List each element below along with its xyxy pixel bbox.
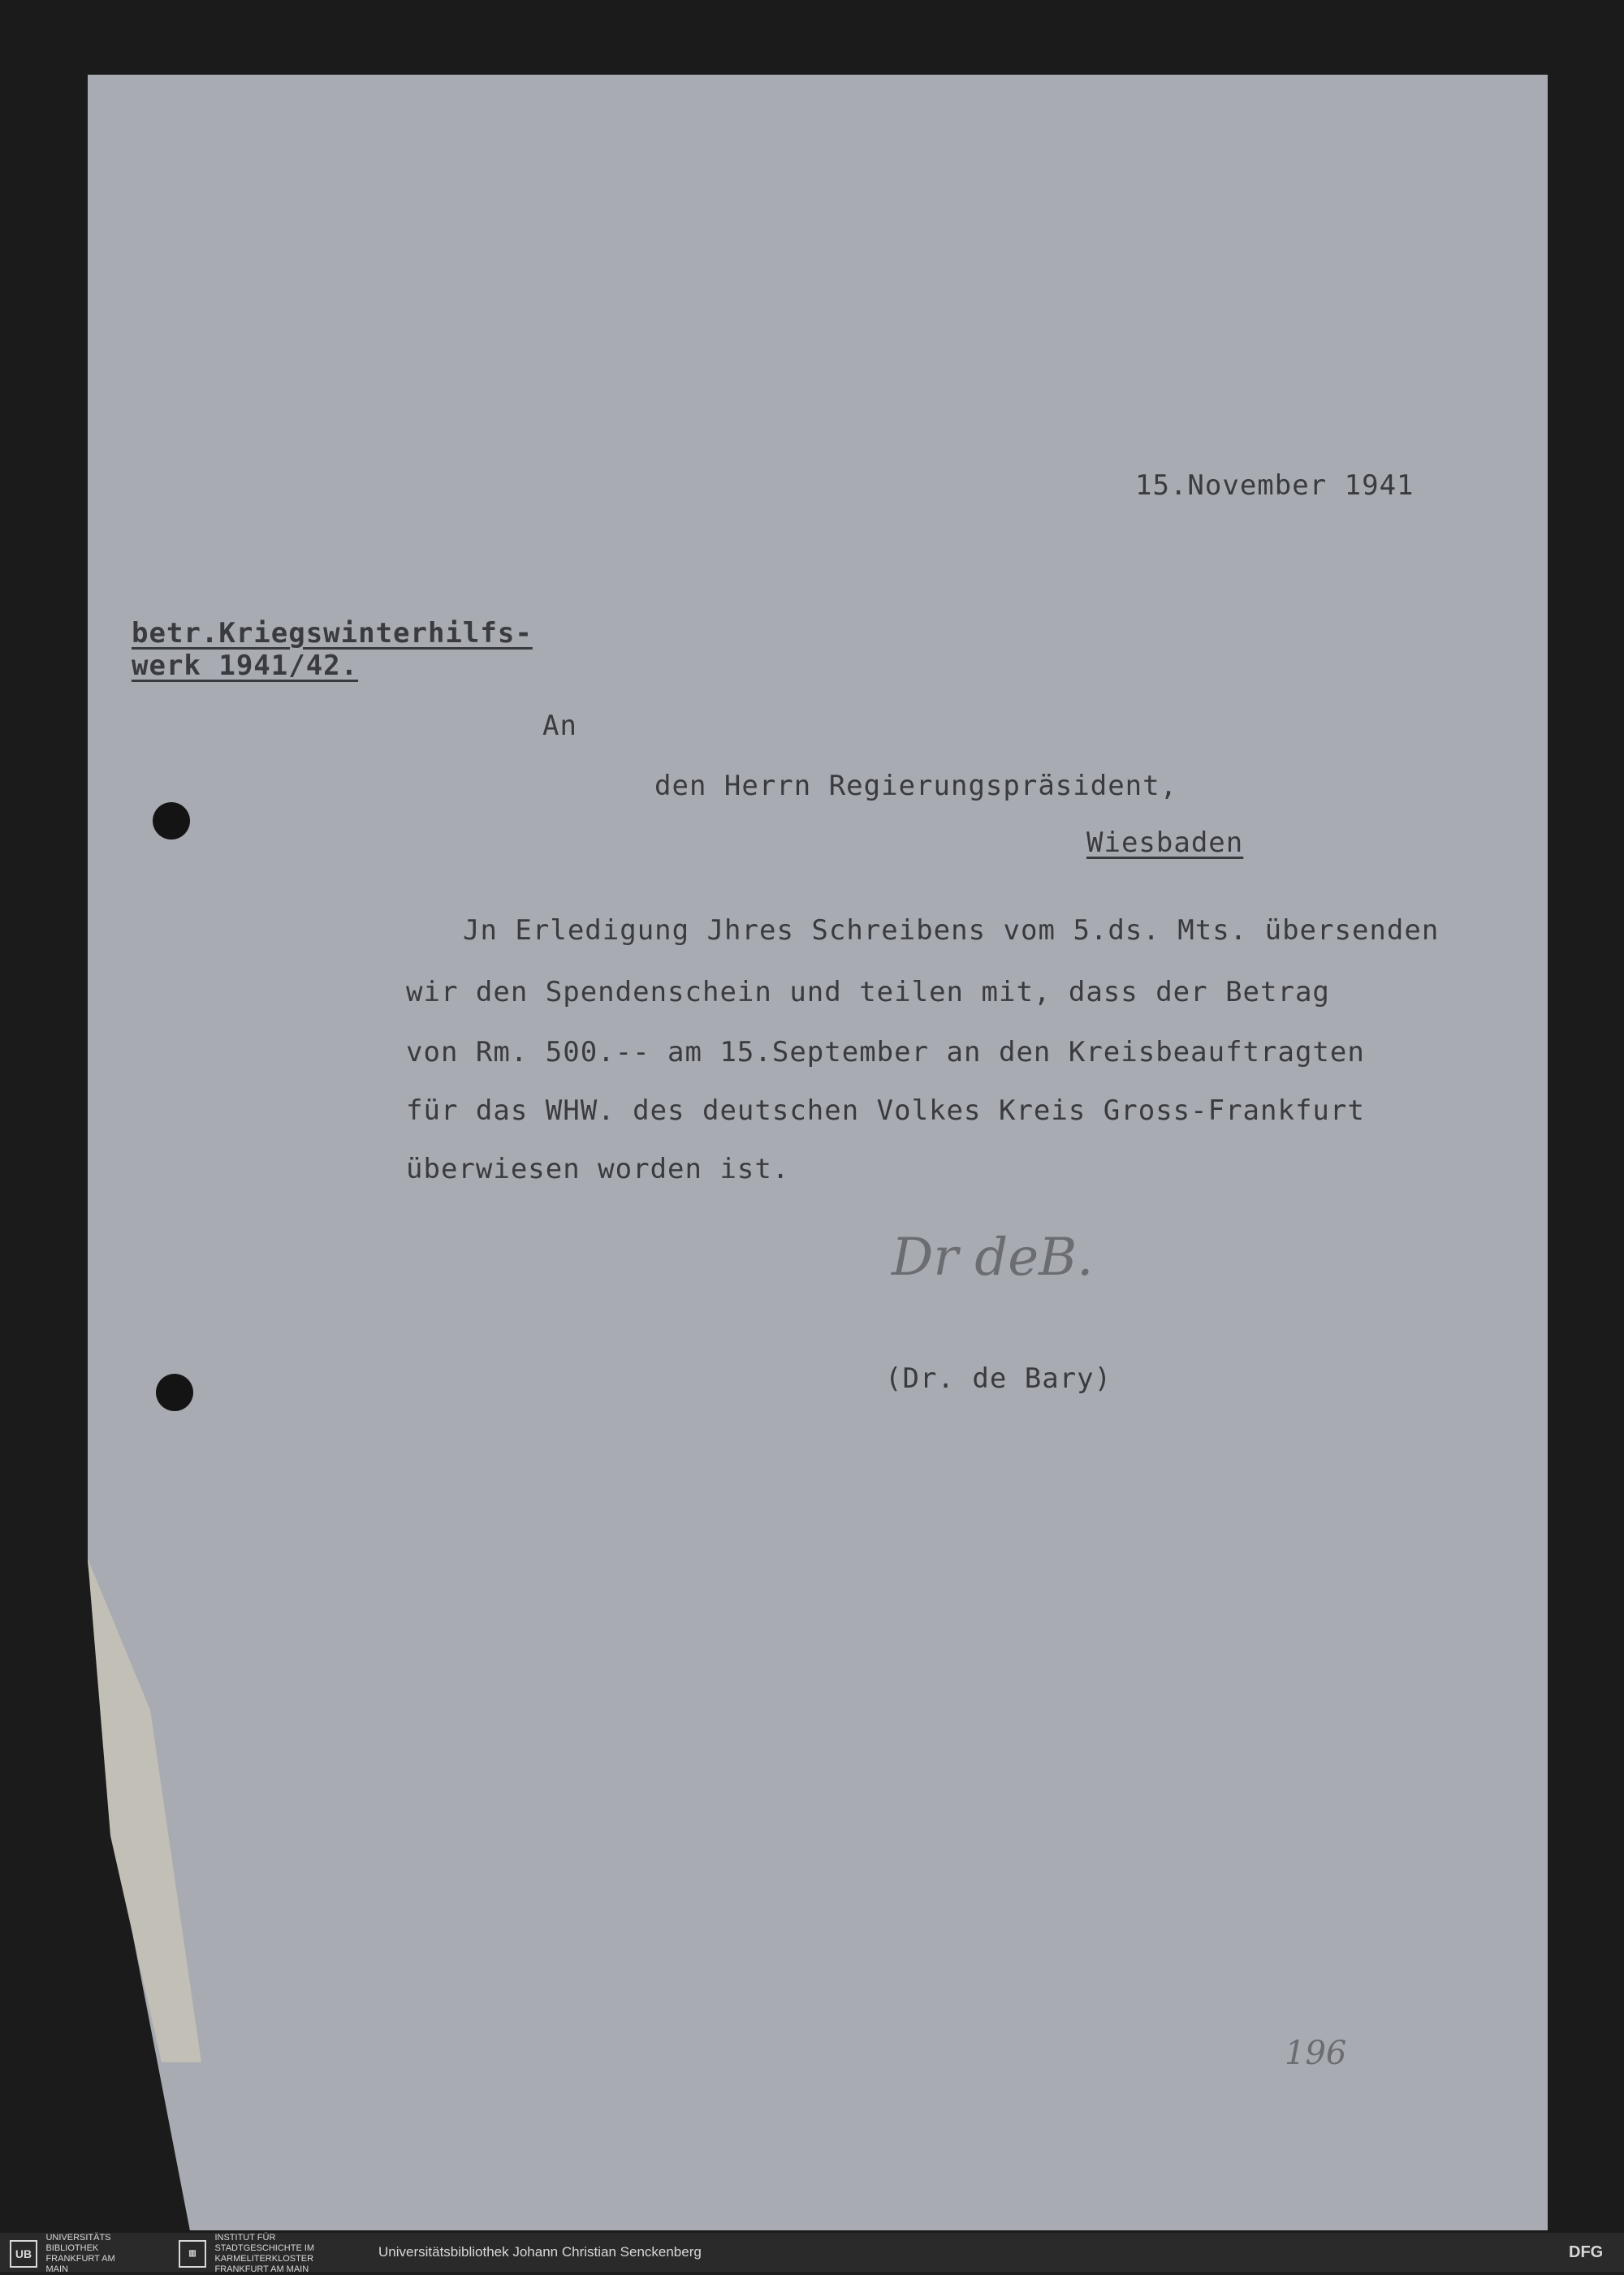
punch-hole-bottom xyxy=(156,1374,193,1411)
ub-logo-mark: UB xyxy=(10,2240,37,2268)
institut-logo-text: INSTITUT FÜR STADTGESCHICHTE IM KARMELITERKLOSTER FRANKFURT AM MAIN xyxy=(214,2233,315,2274)
body-line-3: von Rm. 500.-- am 15.September an den Kreisbeauftragten xyxy=(406,1036,1365,1068)
institut-logo-mark: ▥ xyxy=(179,2240,206,2268)
footer-bar xyxy=(0,2233,1624,2272)
dfg-logo: DFG xyxy=(1569,2243,1604,2261)
recipient: den Herrn Regierungspräsident, xyxy=(654,770,1178,802)
body-line-4: für das WHW. des deutschen Volkes Kreis Gross-Frankfurt xyxy=(406,1094,1365,1127)
institut-logo xyxy=(179,2233,352,2272)
recipient-city: Wiesbaden xyxy=(1086,827,1244,859)
signer-name: (Dr. de Bary) xyxy=(885,1362,1112,1395)
page-number: 196 xyxy=(1285,2035,1347,2072)
letter-date: 15.November 1941 xyxy=(1135,469,1415,502)
subject-line-1: betr.Kriegswinterhilfs- xyxy=(132,617,533,650)
ub-logo xyxy=(10,2233,135,2272)
body-line-1: Jn Erledigung Jhres Schreibens vom 5.ds. Mts. übersenden xyxy=(463,914,1440,947)
salutation-to: An xyxy=(542,710,577,742)
body-line-5: überwiesen worden ist. xyxy=(406,1153,790,1185)
ub-logo-text: UNIVERSITÄTS BIBLIOTHEK FRANKFURT AM MAIN xyxy=(45,2233,115,2274)
library-name: Universitätsbibliothek Johann Christian Senckenberg xyxy=(378,2244,702,2260)
subject-line-2: werk 1941/42. xyxy=(132,650,359,682)
paper-sheet xyxy=(88,75,1548,2230)
handwritten-signature: Dr deB. xyxy=(892,1228,1094,1288)
body-line-2: wir den Spendenschein und teilen mit, dass der Betrag xyxy=(406,976,1330,1008)
punch-hole-top xyxy=(153,802,190,840)
